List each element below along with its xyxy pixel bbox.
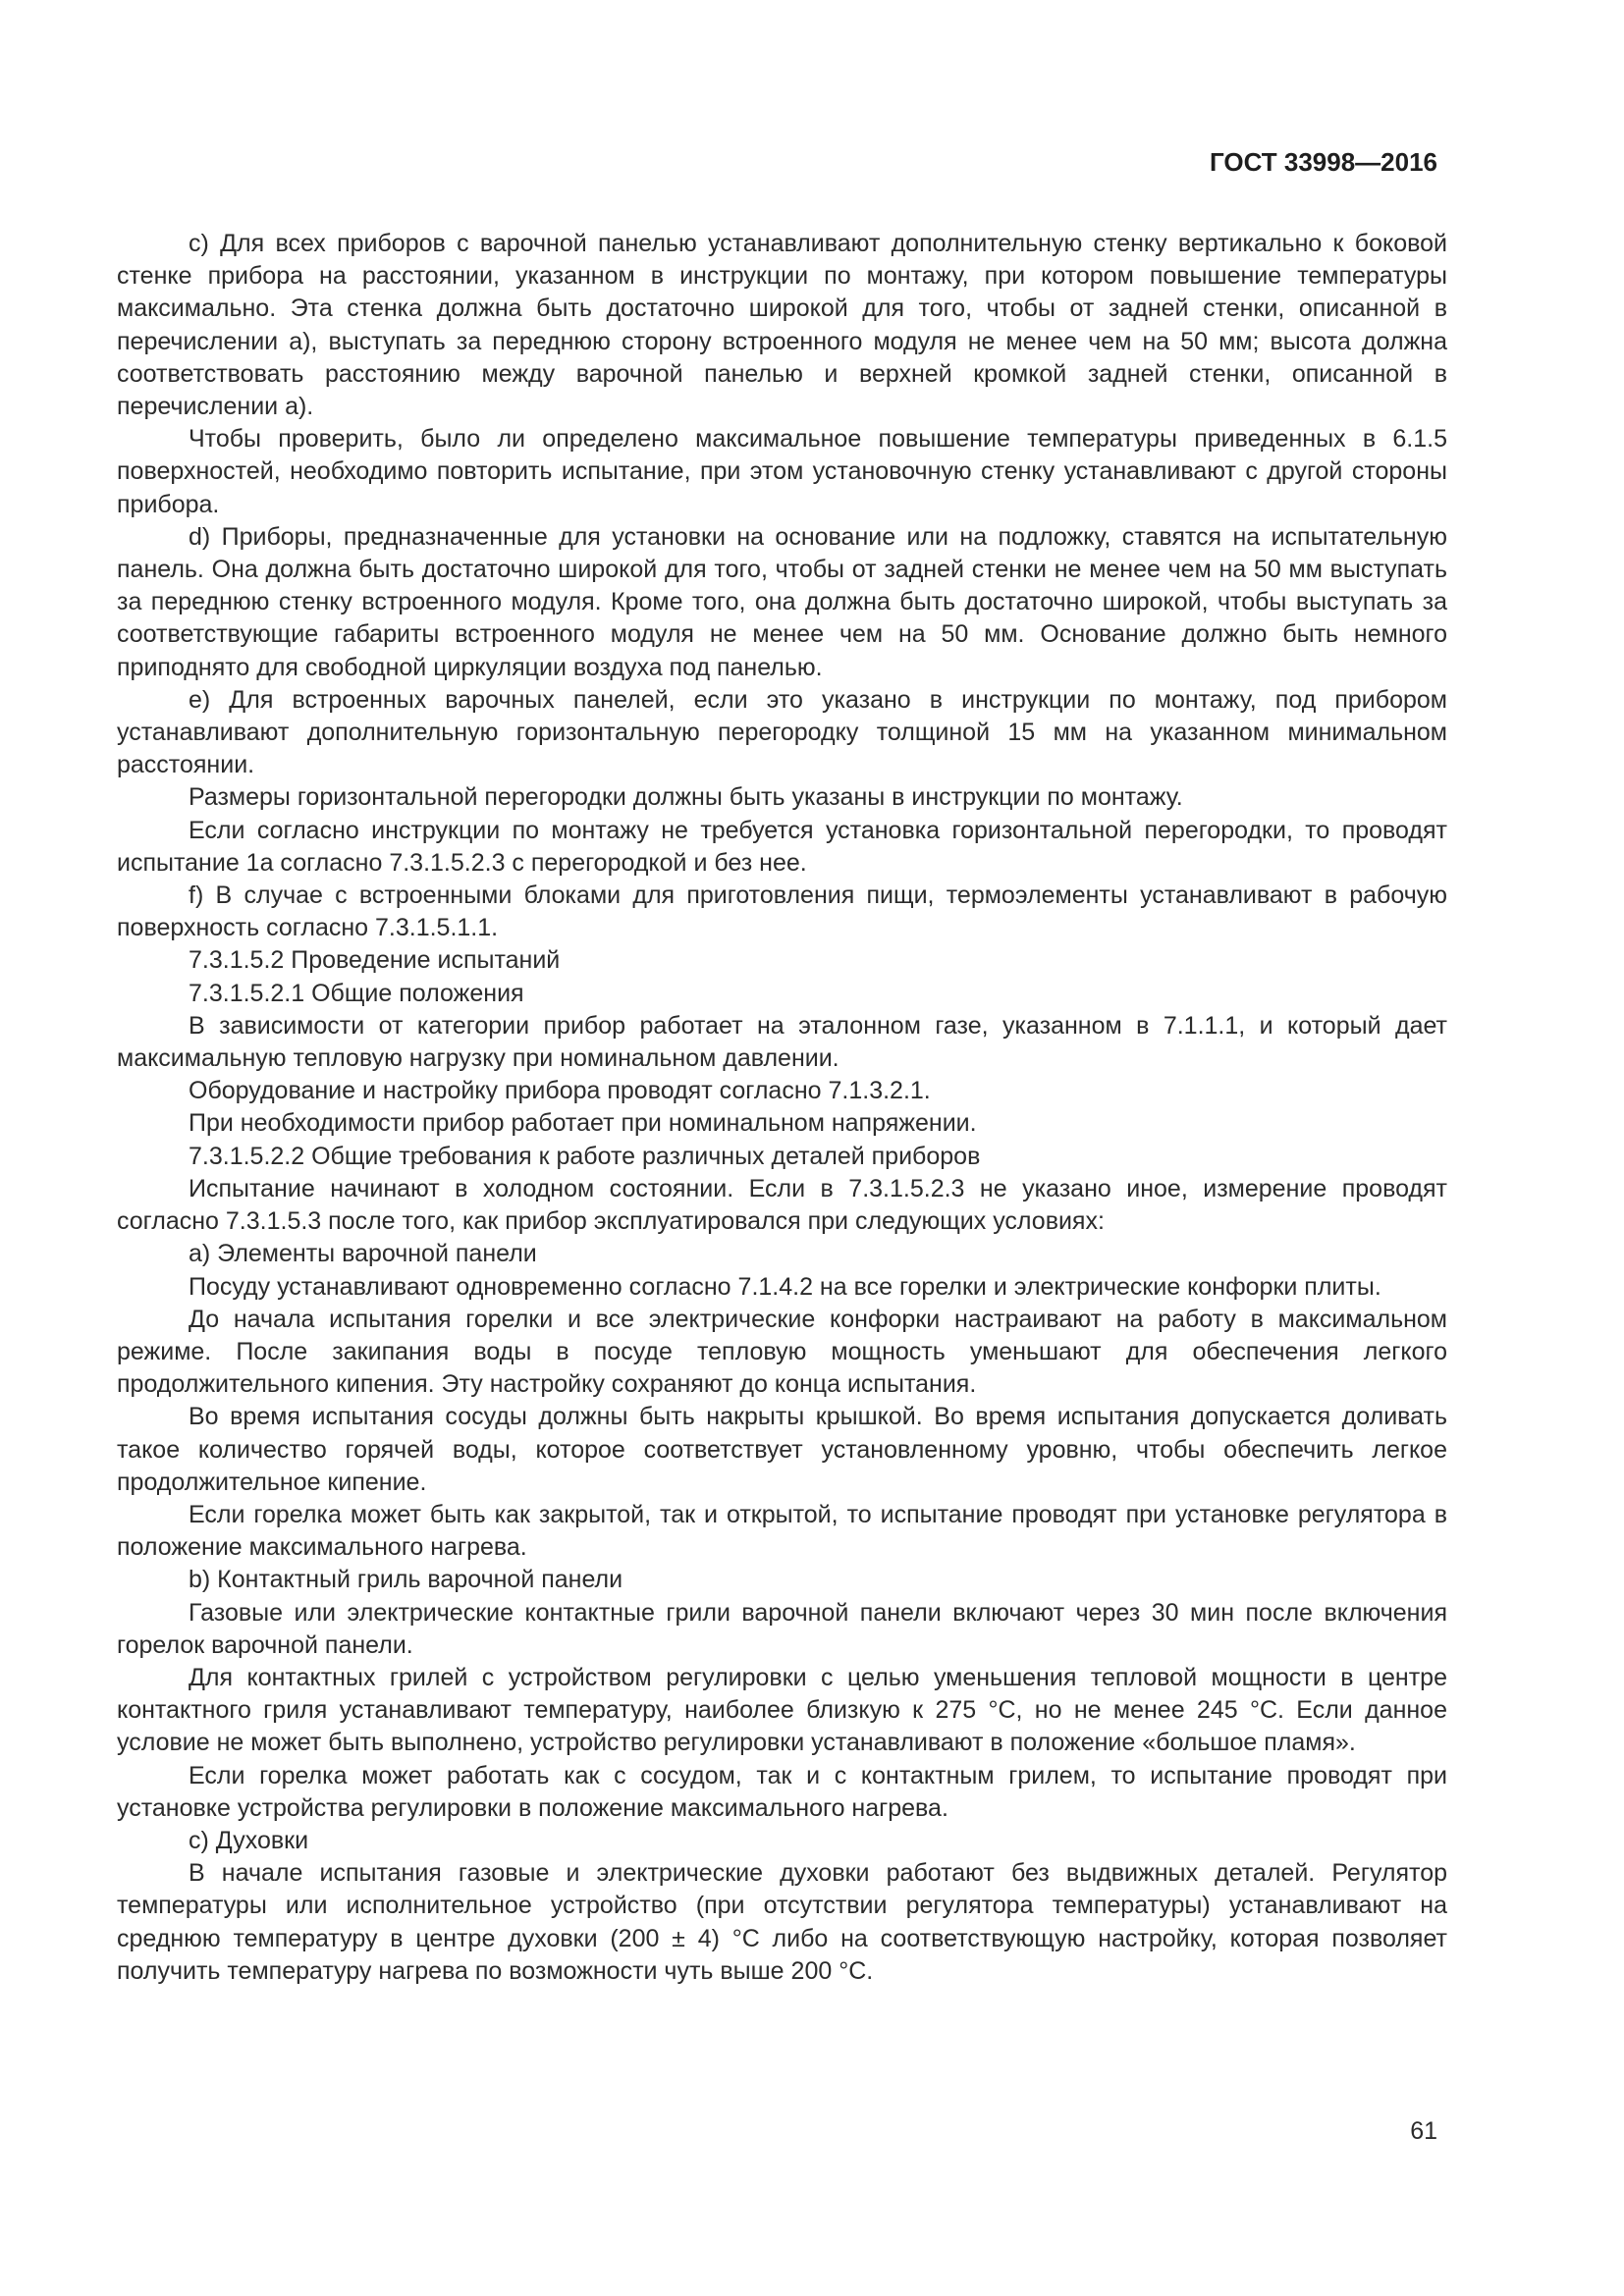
paragraph: До начала испытания горелки и все электрические конфорки настраивают на работу в максимальном режиме. После закипания воды в посуде тепловую мощность уменьшают для обеспечения легкого продолжительного кипения. Эту настройку сохраняют до конца испытания. (117, 1305, 1447, 1399)
paragraph: с) Для всех приборов с варочной панелью устанавливают дополнительную стенку вертикально к боковой стенке прибора на расстоянии, указанном в инструкции по монтажу, при котором повышение температуры максимально. Эта стенка должна быть достаточно широкой для того, чтобы от задней стенки, описанной в перечислении а), выступать за переднюю сторону встроенного модуля не менее чем на 50 мм; высота должна соответствовать расстоянию между варочной панелью и верхней кромкой задней стенки, описанной в перечислении а). (117, 230, 1447, 421)
subsection-heading: 7.3.1.5.2.1 Общие положения (189, 979, 524, 1007)
list-item-heading: а) Элементы варочной панели (189, 1240, 537, 1268)
paragraph: При необходимости прибор работает при номинальном напряжении. (189, 1109, 977, 1138)
paragraph: В начале испытания газовые и электрические духовки работают без выдвижных деталей. Регулятор температуры или исполнительное устройство (при отсутствии регулятора температуры) устанавливают на среднюю температуру в центре духовки (200 ± 4) °С либо на соответствующую настройку, которая позволяет получить температуру нагрева по возможности чуть выше 200 °С. (117, 1859, 1447, 1985)
paragraph: Размеры горизонтальной перегородки должны быть указаны в инструкции по монтажу. (189, 783, 1183, 812)
paragraph: Во время испытания сосуды должны быть накрыты крышкой. Во время испытания допускается доливать такое количество горячей воды, которое соответствует установленному уровню, чтобы обеспечить легкое продолжительное кипение. (117, 1403, 1447, 1496)
section-heading: 7.3.1.5.2 Проведение испытаний (189, 946, 561, 975)
paragraph: Посуду устанавливают одновременно согласно 7.1.4.2 на все горелки и электрические конфорки плиты. (189, 1272, 1381, 1301)
list-item-heading: с) Духовки (189, 1826, 309, 1854)
paragraph: Чтобы проверить, было ли определено максимальное повышение температуры приведенных в 6.1.5 поверхностей, необходимо повторить испытание, при этом установочную стенку устанавливают с другой стороны прибора. (117, 425, 1447, 518)
paragraph: В зависимости от категории прибор работает на эталонном газе, указанном в 7.1.1.1, и который дает максимальную тепловую нагрузку при номинальном давлении. (117, 1011, 1447, 1073)
paragraph: Если горелка может работать как с сосудом, так и с контактным грилем, то испытание проводят при установке устройства регулировки в положение максимального нагрева. (117, 1761, 1447, 1822)
document-body (117, 228, 1447, 1988)
subsection-heading: 7.3.1.5.2.2 Общие требования к работе различных деталей приборов (189, 1142, 981, 1170)
paragraph: е) Для встроенных варочных панелей, если это указано в инструкции по монтажу, под прибором устанавливают дополнительную горизонтальную перегородку толщиной 15 мм на указанном минимальном расстоянии. (117, 685, 1447, 779)
paragraph: Оборудование и настройку прибора проводят согласно 7.1.3.2.1. (189, 1077, 931, 1105)
paragraph: f) В случае с встроенными блоками для приготовления пищи, термоэлементы устанавливают в рабочую поверхность согласно 7.3.1.5.1.1. (117, 881, 1447, 942)
paragraph: Если согласно инструкции по монтажу не требуется установка горизонтальной перегородки, то проводят испытание 1а согласно 7.3.1.5.2.3 с перегородкой и без нее. (117, 816, 1447, 877)
list-item-heading: b) Контактный гриль варочной панели (189, 1566, 623, 1594)
paragraph: Испытание начинают в холодном состоянии. Если в 7.3.1.5.2.3 не указано иное, измерение проводят согласно 7.3.1.5.3 после того, как прибор эксплуатировался при следующих условиях: (117, 1174, 1447, 1236)
paragraph: Для контактных грилей с устройством регулировки с целью уменьшения тепловой мощности в центре контактного гриля устанавливают температуру, наиболее близкую к 275 °С, но не менее 245 °С. Если данное условие не может быть выполнено, устройство регулировки устанавливают в положение «большое пламя». (117, 1663, 1447, 1757)
paragraph: d) Приборы, предназначенные для установки на основание или на подложку, ставятся на испытательную панель. Она должна быть достаточно широкой для того, чтобы от задней стенки не менее чем на 50 мм выступать за переднюю стенку встроенного модуля. Кроме того, она должна быть достаточно широкой, чтобы выступать за соответствующие габариты встроенного модуля не менее чем на 50 мм. Основание должно быть немного приподнято для свободной циркуляции воздуха под панелью. (117, 522, 1447, 681)
paragraph: Если горелка может быть как закрытой, так и открытой, то испытание проводят при установке регулятора в положение максимального нагрева. (117, 1500, 1447, 1562)
paragraph: Газовые или электрические контактные грили варочной панели включают через 30 мин после включения горелок варочной панели. (117, 1598, 1447, 1659)
document-header: ГОСТ 33998—2016 (1210, 147, 1437, 177)
page-number: 61 (1410, 2117, 1437, 2145)
